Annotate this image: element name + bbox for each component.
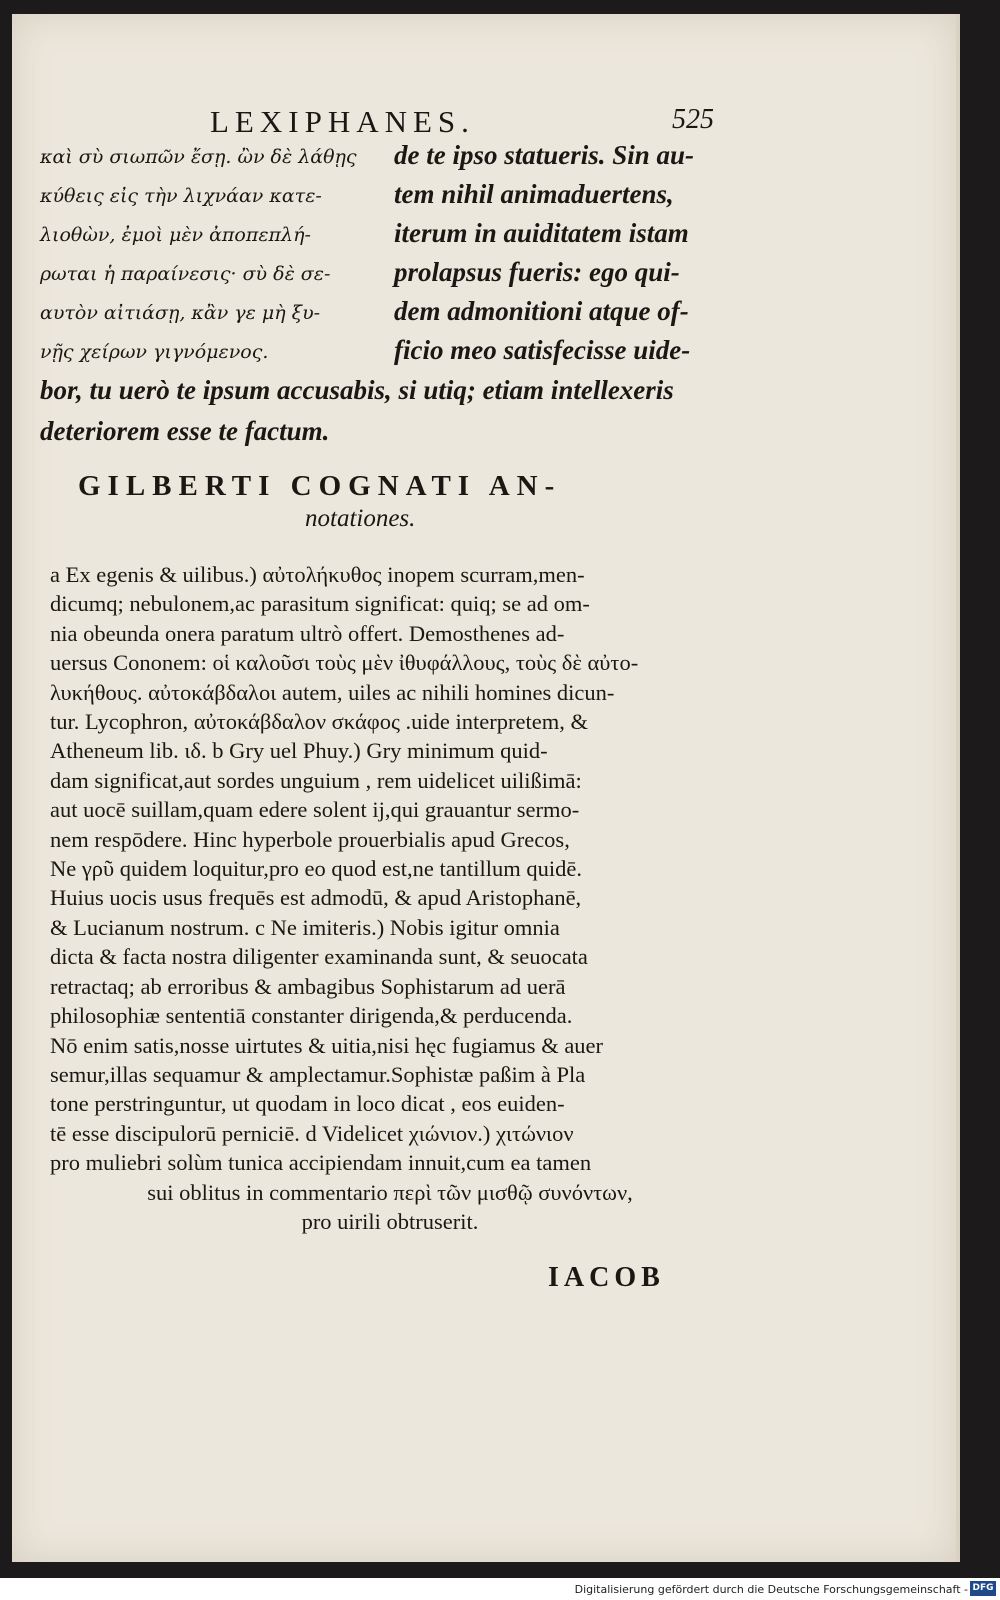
latin-line: tem nihil animaduertens, bbox=[394, 179, 674, 209]
latin-column bbox=[394, 136, 714, 370]
page-number: 525 bbox=[672, 104, 714, 135]
greek-line: νῇς χείρων γιγνόμενος. bbox=[40, 341, 269, 363]
annotations-body bbox=[50, 560, 730, 1236]
annotation-line: Ne γρῦ quidem loquitur,pro eo quod est,ne tantillum quidē. bbox=[50, 856, 582, 882]
annotation-line: pro muliebri solùm tunica accipiendam innuit,cum ea tamen bbox=[50, 1150, 592, 1176]
greek-line: αυτὸν αἰτιάσῃ, κἂν γε μὴ ξυ- bbox=[40, 302, 321, 324]
greek-line: λιοθὼν, ἐμοὶ μὲν ἀποπεπλή- bbox=[40, 224, 311, 246]
annotation-line: uersus Cononem: οἱ καλοῦσι τοὺς μὲν ἰθυφάλλους, τοὺς δὲ αὐτο- bbox=[50, 650, 639, 676]
annotation-line: tē esse discipulorū perniciē. d Videlicet χιώνιον.) χιτώνιον bbox=[50, 1120, 574, 1146]
annotation-line: λυκήθους. αὐτοκάβδαλοι autem, uiles ac nihili homines dicun- bbox=[50, 679, 615, 705]
section-subheading: notationes. bbox=[305, 505, 416, 532]
greek-column bbox=[40, 138, 380, 372]
annotation-line: & Lucianum nostrum. c Ne imiteris.) Nobis igitur omnia bbox=[50, 914, 560, 940]
latin-line: ficio meo satisfecisse uide- bbox=[394, 335, 691, 365]
section-heading: GILBERTI COGNATI AN- bbox=[78, 470, 562, 502]
annotation-line: a Ex egenis & uilibus.) αὐτολήκυθος inopem scurram,men- bbox=[50, 562, 585, 587]
greek-line: καὶ σὺ σιωπῶν ἔσῃ. ὢν δὲ λάθῃς bbox=[40, 146, 357, 168]
latin-line: iterum in auiditatem istam bbox=[394, 218, 689, 248]
latin-line: bor, tu uerò te ipsum accusabis, si utiq; etiam intellexeris bbox=[40, 375, 674, 405]
latin-line: prolapsus fueris: ego qui- bbox=[394, 257, 680, 287]
annotation-line: tone perstringuntur, ut quodam in loco dicat , eos euiden- bbox=[50, 1091, 565, 1117]
annotation-line: semur,illas sequamur & amplectamur.Sophistæ paßim à Pla bbox=[50, 1061, 586, 1087]
latin-line: dem admonitioni atque of- bbox=[394, 296, 689, 326]
annotation-line: dicta & facta nostra diligenter examinanda sunt, & seuocata bbox=[50, 944, 588, 970]
greek-line: ρωται ἡ παραίνεσις· σὺ δὲ σε- bbox=[40, 263, 331, 285]
annotation-line: dicumq; nebulonem,ac parasitum significat: quiq; se ad om- bbox=[50, 591, 590, 617]
dfg-logo: DFG bbox=[970, 1581, 996, 1596]
latin-continuation bbox=[40, 370, 720, 452]
annotation-line: tur. Lycophron, αὐτοκάβδαλον σκάφος .uide interpretem, & bbox=[50, 709, 588, 735]
catchword: IACOB bbox=[548, 1262, 665, 1293]
annotation-line: Huius uocis usus frequēs est admodū, & apud Aristophanē, bbox=[50, 885, 582, 911]
funding-credit: Digitalisierung gefördert durch die Deutsche Forschungsgemeinschaft - bbox=[574, 1583, 968, 1596]
annotation-line: dam significat,aut sordes unguium , rem uidelicet uilißimā: bbox=[50, 767, 582, 793]
latin-line: deteriorem esse te factum. bbox=[40, 416, 330, 446]
latin-line: de te ipso statueris. Sin au- bbox=[394, 140, 695, 170]
running-head: LEXIPHANES. bbox=[210, 104, 475, 139]
annotation-line: aut uocē suillam,quam edere solent ij,qui grauantur sermo- bbox=[50, 797, 580, 823]
annotation-line: nem respōdere. Hinc hyperbole prouerbialis apud Grecos, bbox=[50, 826, 570, 852]
annotation-line: sui oblitus in commentario περὶ τῶν μισθῷ συνόντων, bbox=[147, 1179, 633, 1205]
annotation-line: Nō enim satis,nosse uirtutes & uitia,nisi hęc fugiamus & auer bbox=[50, 1032, 604, 1058]
greek-line: κύθεις εἰς τὴν λιχνάαν κατε- bbox=[40, 185, 322, 207]
annotation-line: retractaq; ab erroribus & ambagibus Sophistarum ad uerā bbox=[50, 973, 566, 999]
annotation-line: philosophiæ sententiā constanter dirigenda,& perducenda. bbox=[50, 1003, 573, 1029]
annotation-line: Atheneum lib. ιδ. b Gry uel Phuy.) Gry minimum quid- bbox=[50, 738, 548, 764]
annotation-line: nia obeunda onera paratum ultrò offert. Demosthenes ad- bbox=[50, 620, 565, 646]
annotation-line: pro uirili obtruserit. bbox=[301, 1208, 479, 1234]
